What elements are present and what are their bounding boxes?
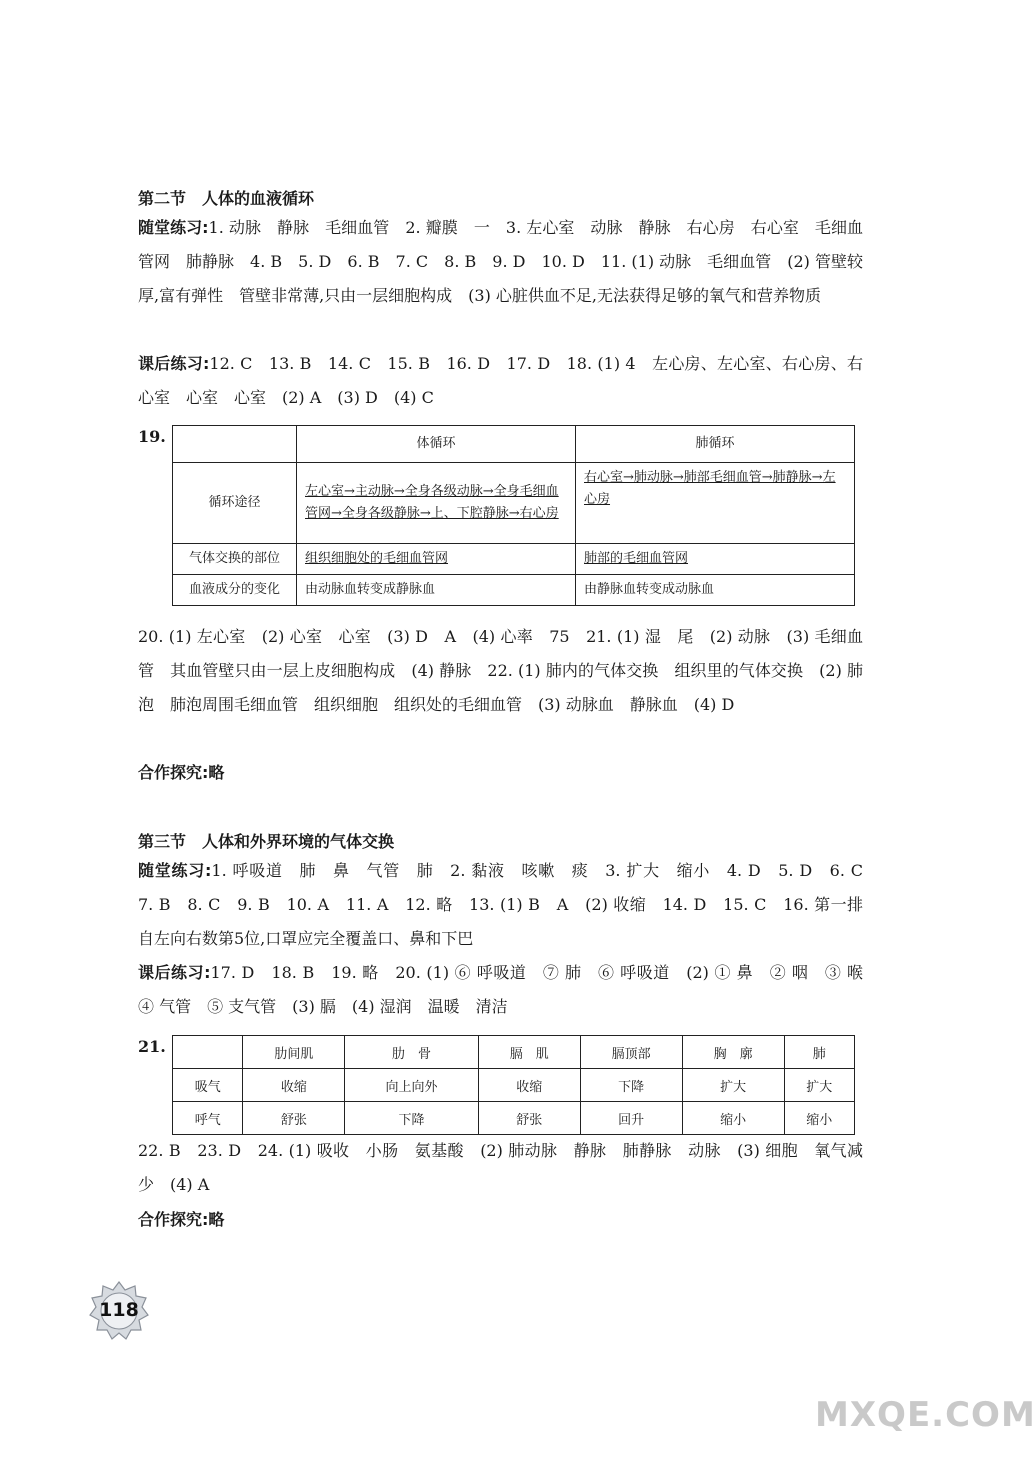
after-class-label: 课后练习: bbox=[138, 963, 211, 982]
systemic-blood-change: 由动脉血转变成静脉血 bbox=[297, 575, 576, 606]
table-header-row bbox=[173, 426, 855, 463]
table-header-cell: 肋 骨 bbox=[345, 1036, 478, 1069]
watermark-logo: MXQE.COM bbox=[815, 1395, 1036, 1435]
table-cell: 收缩 bbox=[243, 1069, 345, 1102]
table-header-cell: 膈 肌 bbox=[478, 1036, 580, 1069]
table-cell: 缩小 bbox=[784, 1102, 854, 1135]
after-class-answers: 17. D 18. B 19. 略 20. (1) ⑥ 呼吸道 ⑦ 肺 ⑥ 呼吸道 (2) ① 鼻 ② 咽 ③ 喉 ④ 气管 ⑤ 支气管 (3) 膈 (4) 湿润 温暖 清洁 bbox=[138, 963, 880, 1016]
table-header-cell: 肋间肌 bbox=[243, 1036, 345, 1069]
table-header-pulmonary: 肺循环 bbox=[576, 426, 855, 463]
table-cell: 下降 bbox=[580, 1069, 682, 1102]
table-cell: 扩大 bbox=[682, 1069, 784, 1102]
table-row bbox=[173, 1102, 855, 1135]
after-class-answers-2: 20. (1) 左心室 (2) 心室 心室 (3) D A (4) 心率 75 21. (1) 湿 尾 (2) 动脉 (3) 毛细血管 其血管壁只由一层上皮细胞构成 (4) 静脉 22. (1) 肺内的气体交换 组织里的气体交换 (2) 肺泡 肺泡周围毛细血管 组织细胞 组织处的毛细血管 (3) 动脉血 静脉血 (4) D bbox=[138, 627, 863, 714]
section-2-title: 第二节 人体的血液循环 bbox=[138, 189, 315, 208]
table-cell: 舒张 bbox=[478, 1102, 580, 1135]
section-3-cooperative bbox=[138, 1203, 863, 1237]
cooperative-label: 合作探究: bbox=[138, 1210, 209, 1229]
row-label-gas-exchange: 气体交换的部位 bbox=[173, 544, 297, 575]
practice-label: 随堂练习: bbox=[138, 861, 212, 880]
table-cell: 扩大 bbox=[784, 1069, 854, 1102]
practice-label: 随堂练习: bbox=[138, 218, 209, 237]
table-header-cell bbox=[173, 1036, 243, 1069]
row-label-pathway: 循环途径 bbox=[173, 463, 297, 544]
section-2-practice bbox=[138, 211, 863, 313]
table-cell: 缩小 bbox=[682, 1102, 784, 1135]
table-row bbox=[173, 463, 855, 544]
table-row bbox=[173, 544, 855, 575]
systemic-pathway: 左心室→主动脉→全身各级动脉→全身毛细血管网→全身各级静脉→上、下腔静脉→右心房 bbox=[297, 463, 576, 544]
systemic-gas-exchange: 组织细胞处的毛细血管网 bbox=[297, 544, 576, 575]
section-3-title: 第三节 人体和外界环境的气体交换 bbox=[138, 832, 395, 851]
table-header-cell: 胸 廓 bbox=[682, 1036, 784, 1069]
cooperative-answer: 略 bbox=[208, 763, 225, 782]
section-3-after-class bbox=[138, 956, 880, 1024]
cooperative-label: 合作探究: bbox=[138, 763, 209, 782]
question-19-number: 19. bbox=[138, 427, 166, 446]
section-2-after-class-2 bbox=[138, 620, 863, 722]
practice-answers: 1. 呼吸道 肺 鼻 气管 肺 2. 黏液 咳嗽 痰 3. 扩大 缩小 4. D 5. D 6. C 7. B 8. C 9. B 10. A 11. A 12. 略 13. (1) B A (2) 收缩 14. D 15. C 16. 第一排自左向右数第5位,口罩应完全覆盖口、鼻和下巴 bbox=[138, 861, 880, 948]
table-cell: 呼气 bbox=[173, 1102, 243, 1135]
table-cell: 舒张 bbox=[243, 1102, 345, 1135]
table-row bbox=[173, 1069, 855, 1102]
row-label-blood-change: 血液成分的变化 bbox=[173, 575, 297, 606]
breathing-table bbox=[172, 1035, 855, 1135]
pulmonary-pathway: 右心室→肺动脉→肺部毛细血管→肺静脉→左心房 bbox=[576, 463, 855, 544]
table-header-cell: 膈顶部 bbox=[580, 1036, 682, 1069]
table-header-blank bbox=[173, 426, 297, 463]
circulation-table bbox=[172, 425, 855, 606]
page-number: 118 bbox=[99, 1299, 139, 1321]
pulmonary-blood-change: 由静脉血转变成动脉血 bbox=[576, 575, 855, 606]
section-3-practice bbox=[138, 854, 880, 956]
table-cell: 收缩 bbox=[478, 1069, 580, 1102]
table-header-systemic: 体循环 bbox=[297, 426, 576, 463]
table-cell: 下降 bbox=[345, 1102, 478, 1135]
question-21-number: 21. bbox=[138, 1037, 166, 1056]
table-cell: 向上向外 bbox=[345, 1069, 478, 1102]
table-header-cell: 肺 bbox=[784, 1036, 854, 1069]
table-row bbox=[173, 575, 855, 606]
table-cell: 吸气 bbox=[173, 1069, 243, 1102]
after-class-label: 课后练习: bbox=[138, 354, 210, 373]
section-2-cooperative bbox=[138, 756, 863, 790]
after-class-answers: 12. C 13. B 14. C 15. B 16. D 17. D 18. (1) 4 左心房、左心室、右心房、右心室 心室 心室 (2) A (3) D (4) C bbox=[138, 354, 864, 407]
table-cell: 回升 bbox=[580, 1102, 682, 1135]
page-number-badge bbox=[88, 1280, 150, 1342]
section-2-after-class bbox=[138, 347, 863, 415]
practice-answers: 1. 动脉 静脉 毛细血管 2. 瓣膜 一 3. 左心室 动脉 静脉 右心房 右心室 毛细血管网 肺静脉 4. B 5. D 6. B 7. C 8. B 9. D 10. D 11. (1) 动脉 毛细血管 (2) 管壁较厚,富有弹性 管壁非常薄,只由一层细胞构成 (3) 心脏供血不足,无法获得足够的氧气和营养物质 bbox=[138, 218, 863, 305]
cooperative-answer: 略 bbox=[208, 1210, 225, 1229]
section-3-after-class-2 bbox=[138, 1134, 863, 1202]
table-header-row bbox=[173, 1036, 855, 1069]
pulmonary-gas-exchange: 肺部的毛细血管网 bbox=[576, 544, 855, 575]
after-class-answers-2: 22. B 23. D 24. (1) 吸收 小肠 氨基酸 (2) 肺动脉 静脉 肺静脉 动脉 (3) 细胞 氧气减少 (4) A bbox=[138, 1141, 863, 1194]
